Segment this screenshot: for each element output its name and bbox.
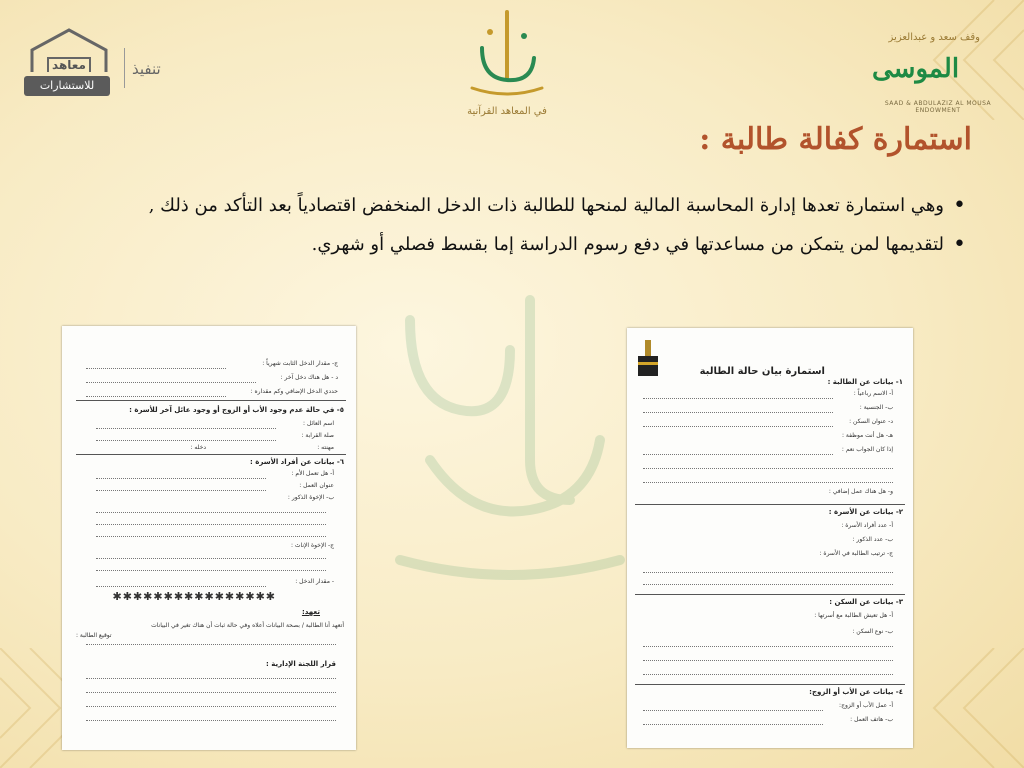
form-line: عنوان العمل :: [299, 482, 334, 489]
form-field-line: [96, 586, 266, 587]
form-field-line: [643, 426, 833, 427]
form-field-line: [96, 478, 266, 479]
watermark-logo: [370, 260, 650, 610]
bullet-item: • وهي استمارة تعدها إدارة المحاسبة المالية لمنحها للطالبة ذات الدخل المنخفض اقتصادياً بعد التأكد من ذلك ,: [86, 186, 966, 225]
form-field-line: [643, 674, 893, 675]
form-field-line: [643, 454, 833, 455]
pledge-heading: تعهد:: [301, 608, 320, 616]
form-field-line: [86, 706, 336, 707]
form-field-line: [643, 724, 823, 725]
bullet-list: [86, 186, 966, 264]
form-section-heading: ١- بيانات عن الطالبة :: [827, 378, 903, 386]
maahed-consulting-logo: [24, 28, 144, 98]
form-field-line: [96, 558, 326, 559]
logo-tagline: تنفيذ: [132, 60, 161, 78]
form-line: ب- الإخوة الذكور :: [287, 494, 334, 501]
form-field-line: [96, 428, 276, 429]
kaaba-icon: [635, 338, 661, 382]
form-section-heading: ٢- بيانات عن الأسرة :: [828, 508, 903, 516]
form-field-line: [96, 440, 276, 441]
form-line: د - هل هناك دخل آخر :: [280, 374, 338, 381]
form-section-heading: ٤- بيانات عن الأب أو الزوج:: [809, 688, 903, 696]
form-field-line: [96, 570, 326, 571]
form-divider: [635, 594, 905, 595]
form-image-left: [62, 326, 356, 750]
form-field-line: [86, 396, 226, 397]
right-logo-top-text: وقف سعد و عبدالعزيز: [888, 32, 980, 43]
form-line: ب- عدد الذكور :: [852, 536, 893, 543]
form-field-line: [643, 468, 893, 469]
stars-divider: ✱✱✱✱✱✱✱✱✱✱✱✱✱✱✱✱: [112, 590, 276, 603]
logo-label: للاستشارات: [24, 76, 110, 96]
form-field-line: [96, 490, 266, 491]
form-line: ج- مقدار الدخل الثابت شهرياً :: [262, 360, 338, 367]
form-field-line: [86, 368, 226, 369]
form-divider: [76, 454, 346, 455]
center-logo-text: في المعاهد القرآنية: [467, 106, 547, 117]
form-section-heading: ٣- بيانات عن السكن :: [829, 598, 903, 606]
form-line: أ- هل تعيش الطالبة مع أسرتها :: [814, 612, 893, 619]
form-line: حددي الدخل الإضافي وكم مقداره :: [250, 388, 338, 395]
form-line: د- عنوان السكن :: [849, 418, 893, 425]
form-line: و- هل هناك عمل إضافي :: [828, 488, 893, 495]
form-line: هـ- هل أنت موظفة :: [841, 432, 893, 439]
form-field-line: [86, 692, 336, 693]
form-field-line: [643, 482, 893, 483]
form-field-line: [643, 398, 833, 399]
form-line: أ- عدد أفراد الأسرة :: [841, 522, 893, 529]
almousa-endowment-logo: [860, 12, 1010, 114]
form-divider: [635, 684, 905, 685]
form-line: ب- نوع السكن :: [852, 628, 893, 635]
logo-brand-text: معاهد: [52, 58, 86, 72]
right-logo-subtext: SAAD & ABDULAZIZ AL MOUSA ENDOWMENT: [884, 100, 992, 114]
form-line: دخله :: [190, 444, 206, 451]
form-line: إذا كان الجواب نعم :: [841, 446, 893, 453]
form-field-line: [643, 412, 833, 413]
form-field-line: [96, 524, 326, 525]
form-line: ب- الجنسية :: [859, 404, 893, 411]
form-line: ج- الإخوة الإناث :: [290, 542, 334, 549]
form-field-line: [86, 720, 336, 721]
form-field-line: [96, 512, 326, 513]
form-line: - مقدار الدخل :: [295, 578, 334, 585]
form-section-heading: ٦- بيانات عن أفراد الأسرة :: [250, 458, 344, 466]
form-field-line: [86, 678, 336, 679]
form-line: أ- هل تعمل الأم :: [291, 470, 334, 477]
form-field-line: [643, 710, 823, 711]
committee-heading: قرار اللجنة الإدارية :: [265, 660, 336, 668]
form-line: أ- الاسم رباعياً :: [853, 390, 893, 397]
form-line: صلة القرابة :: [301, 432, 334, 439]
quran-institutes-logo: [462, 8, 552, 126]
calligraphy-emblem-icon: [462, 8, 552, 106]
form-field-line: [643, 572, 893, 573]
bullet-item: • لتقديمها لمن يتمكن من مساعدتها في دفع رسوم الدراسة إما بقسط فصلي أو شهري.: [86, 225, 966, 264]
form-field-line: [643, 660, 893, 661]
form-divider: [76, 400, 346, 401]
form-field-line: [643, 584, 893, 585]
corner-pattern-bottom-right: [904, 648, 1024, 768]
form-title: استمارة بيان حالة الطالبة: [699, 366, 825, 377]
form-field-line: [96, 536, 326, 537]
form-image-right: [627, 328, 913, 748]
form-line: ج- ترتيب الطالبة في الأسرة :: [819, 550, 893, 557]
form-field-line: [643, 646, 893, 647]
form-divider: [635, 504, 905, 505]
right-logo-main-text: الموسى: [872, 54, 960, 84]
form-section-heading: ٥- في حالة عدم وجود الأب أو الزوج أو وجود عائل آخر للأسرة :: [129, 406, 344, 414]
form-field-line: [86, 644, 336, 645]
slide-title: استمارة كفالة طالبة :: [699, 122, 972, 157]
pledge-text: أتعهد أنا الطالبة / بصحة البيانات أعلاه وفي حالة ثبات أن هناك تغير في البيانات: [151, 622, 344, 629]
logo-divider: [124, 48, 125, 88]
pledge-signature: توقيع الطالبة :: [76, 632, 112, 639]
form-field-line: [86, 382, 256, 383]
form-line: اسم العائل :: [303, 420, 334, 427]
form-line: ب- هاتف العمل :: [850, 716, 893, 723]
form-line: أ- عمل الأب أو الزوج:: [839, 702, 893, 709]
form-line: مهنته :: [317, 444, 334, 451]
